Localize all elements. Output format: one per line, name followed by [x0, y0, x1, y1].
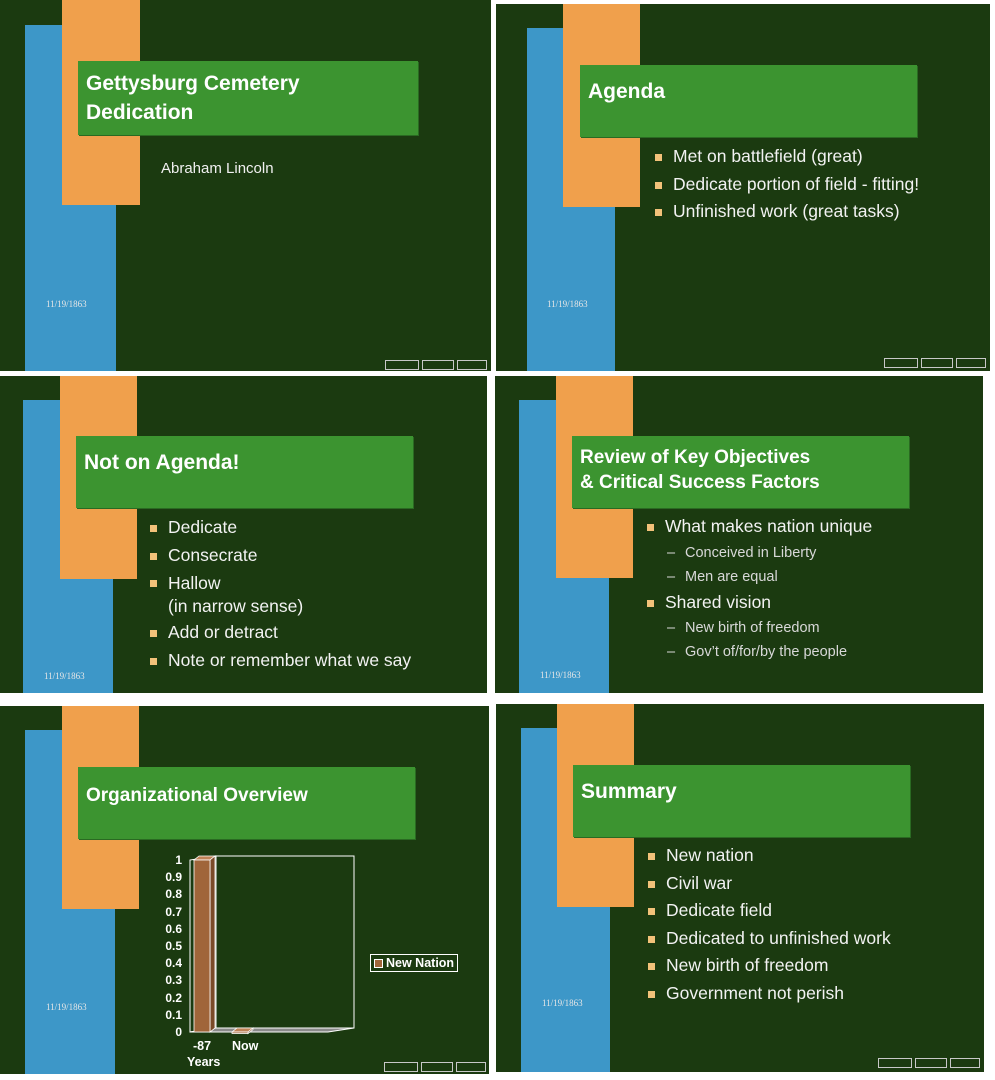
bullet-item: Shared vision — [645, 589, 872, 617]
bullet-item: New nation — [646, 842, 891, 870]
chart-back-wall — [216, 856, 354, 1028]
bullet-item: Consecrate — [148, 542, 411, 570]
slide-nav — [384, 1062, 486, 1072]
nav-next-button[interactable] — [950, 1058, 980, 1068]
slide-date: 11/19/1863 — [46, 1002, 87, 1012]
y-tick-label: 0 — [175, 1025, 182, 1039]
bullet-item: Hallow (in narrow sense) — [148, 569, 411, 619]
slide-date: 11/19/1863 — [44, 671, 85, 681]
y-tick-label: 0.7 — [165, 904, 182, 919]
y-tick-label: 1 — [175, 853, 182, 867]
slide-date: 11/19/1863 — [542, 998, 583, 1008]
bar — [194, 860, 210, 1032]
chart-legend — [370, 954, 458, 972]
slide-5[interactable] — [0, 706, 489, 1074]
y-tick-label: 0.8 — [165, 887, 182, 902]
sub-bullet-item: – Conceived in Liberty — [645, 541, 872, 565]
bar-side — [210, 856, 215, 1032]
sub-bullet-item: – Gov’t of/for/by the people — [645, 640, 872, 664]
x-axis-label: Years — [187, 1055, 221, 1069]
slide-date: 11/19/1863 — [46, 299, 87, 309]
slide-title: Summary — [581, 780, 677, 803]
bar — [232, 1032, 248, 1034]
bullet-item: New birth of freedom — [646, 952, 891, 980]
slide-title-box — [78, 61, 418, 135]
slide-title-box — [573, 765, 910, 837]
slide-2[interactable] — [496, 4, 990, 371]
slide-3[interactable] — [0, 376, 487, 693]
slide-title: Agenda — [588, 80, 666, 103]
slide-date: 11/19/1863 — [540, 670, 581, 680]
objectives-list — [645, 513, 872, 664]
y-tick-label: 0.9 — [165, 870, 182, 885]
nav-next-button[interactable] — [456, 1062, 486, 1072]
bar-top — [232, 1028, 253, 1032]
bullet-item: Met on battlefield (great) — [653, 143, 919, 171]
bar-side — [248, 1028, 253, 1034]
chart-floor — [190, 1028, 354, 1032]
slide-date: 11/19/1863 — [547, 299, 588, 309]
slide-title-box — [78, 767, 415, 839]
bullet-item: What makes nation unique — [645, 513, 872, 541]
bullet-list — [148, 514, 411, 674]
legend-swatch — [374, 959, 383, 968]
nav-next-button[interactable] — [457, 360, 487, 370]
x-tick-label: Now — [232, 1039, 259, 1053]
bar-top — [194, 856, 215, 860]
nav-home-button[interactable] — [385, 360, 419, 370]
slide-title: Not on Agenda! — [84, 451, 240, 474]
slide-title-box — [76, 436, 413, 508]
slide-subtitle: Abraham Lincoln — [161, 160, 274, 177]
nav-next-button[interactable] — [956, 358, 986, 368]
bullet-item: Dedicated to unfinished work — [646, 925, 891, 953]
nav-back-button[interactable] — [421, 1062, 453, 1072]
y-tick-label: 0.5 — [165, 939, 182, 953]
slide-title: Review of Key Objectives & Critical Success Factors — [580, 447, 820, 493]
slide-1[interactable] — [0, 0, 491, 371]
slide-4[interactable] — [495, 376, 983, 693]
bullet-item: Dedicate portion of field - fitting! — [653, 171, 919, 199]
nav-home-button[interactable] — [884, 358, 918, 368]
bullet-item: Dedicate field — [646, 897, 891, 925]
slide-title-box — [572, 436, 909, 508]
bullet-item: Unfinished work (great tasks) — [653, 198, 919, 226]
bullet-item: Government not perish — [646, 980, 891, 1008]
y-tick-label: 0.4 — [165, 956, 182, 971]
bullet-item: Note or remember what we say — [148, 647, 411, 675]
sub-bullet-item: – Men are equal — [645, 565, 872, 589]
legend-label: New Nation — [386, 956, 455, 970]
nav-home-button[interactable] — [384, 1062, 418, 1072]
slide-nav — [878, 1058, 980, 1068]
slide-nav — [884, 358, 986, 368]
y-tick-label: 0.3 — [165, 973, 182, 988]
bullet-item: Add or detract — [148, 619, 411, 647]
chart-side-wall — [190, 856, 216, 1032]
slide-title: Organizational Overview — [86, 785, 308, 806]
nav-home-button[interactable] — [878, 1058, 912, 1068]
x-tick-label: -87 — [193, 1039, 212, 1053]
slide-6[interactable] — [496, 704, 984, 1072]
bullet-item: Civil war — [646, 870, 891, 898]
nav-back-button[interactable] — [422, 360, 454, 370]
y-tick-label: 0.1 — [165, 1007, 182, 1022]
slide-nav — [385, 360, 487, 370]
slide-title: Gettysburg Cemetery Dedication — [86, 72, 300, 124]
bullet-list — [653, 143, 919, 226]
bullet-item: Dedicate — [148, 514, 411, 542]
sub-bullet-item: – New birth of freedom — [645, 616, 872, 640]
bullet-list — [646, 842, 891, 1007]
nav-back-button[interactable] — [921, 358, 953, 368]
slide-title-box — [580, 65, 917, 137]
y-tick-label: 0.2 — [165, 990, 182, 1005]
y-tick-label: 0.6 — [165, 921, 182, 936]
nav-back-button[interactable] — [915, 1058, 947, 1068]
